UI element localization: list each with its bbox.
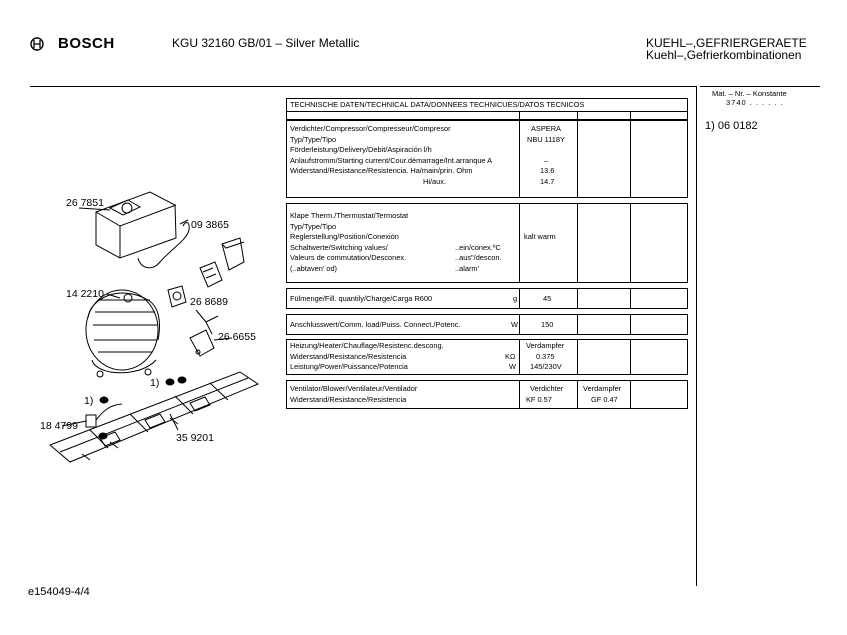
model-title: KGU 32160 GB/01 – Silver Metallic: [172, 36, 360, 50]
compressor-value: –: [544, 155, 549, 165]
document-code: e154049-4/4: [28, 586, 90, 598]
thermostat-suffix: ..alarm': [455, 263, 479, 273]
thermostat-position-value: kalt warm: [524, 232, 556, 241]
thermostat-suffix: ..aus"/descon.: [455, 253, 502, 262]
part-number: 26 7851: [66, 197, 104, 209]
bracket: [222, 238, 244, 270]
part-number: 14 2210: [66, 288, 104, 300]
thermostat-line: Typ/Type/Tipo: [290, 221, 337, 231]
compressor-line: Hi/aux.: [423, 176, 447, 186]
mat-nr-code: 3740 . . . . . .: [726, 98, 784, 107]
compressor: [86, 290, 160, 377]
fan-evaporator-value: Verdampfer: [583, 384, 622, 393]
heater-line: Heizung/Heater/Chauflage/Resistenc.descong.: [290, 341, 444, 350]
fan-compressor-value: KF 0.57: [526, 394, 552, 404]
compressor-value: 13.6: [540, 166, 555, 175]
heater-unit: KΩ: [505, 351, 516, 361]
category-line-1: KUEHL–,GEFRIERGERAETE: [646, 36, 807, 50]
fill-value: 45: [543, 294, 552, 303]
compressor-value: NBU 1118Y: [527, 134, 565, 144]
part-number: 09 3865: [191, 219, 229, 231]
compressor-line: Verdichter/Compressor/Compresseur/Compresor: [290, 124, 451, 133]
table-title: TECHNISCHE DATEN/TECHNICAL DATA/DONNEES TECHNICUES/DATOS TECNICOS: [290, 100, 585, 109]
thermostat-line: Klape Therm./Thermostat/Termostat: [290, 211, 409, 220]
heater-unit: W: [509, 362, 516, 371]
heater-line: Widerstand/Resistance/Resistencia: [290, 351, 407, 361]
fan-compressor-value: Verdichter: [530, 384, 564, 393]
thermostat-line: Valeurs de commutation/Desconex.: [290, 253, 407, 262]
footnote-reference: 1) 06 0182: [705, 120, 758, 132]
part-number: 35 9201: [176, 432, 214, 444]
part-number: 26 8689: [190, 296, 228, 308]
power-unit: W: [511, 320, 518, 329]
compressor-value: 14.7: [540, 176, 555, 186]
mat-nr-label: Mat. – Nr. – Konstante: [712, 89, 787, 98]
fan-line: Ventilator/Blower/Ventilateur/Ventilador: [290, 384, 418, 393]
heater-value: 145/230V: [530, 362, 562, 371]
compressor-line: Anlaufstromm/Starting current/Cour.démarrage/Int.arranque A: [290, 155, 493, 165]
part-number: 18 4799: [40, 420, 78, 432]
compressor-value: ASPERA: [531, 124, 561, 133]
thermostat-line: Reglerstellung/Position/Conexión: [290, 232, 399, 241]
thermostat-line: (..abtaven' od): [290, 263, 338, 273]
compressor-line: Typ/Type/Tipo: [290, 134, 337, 144]
power-label: Anschlusswert/Comm. load/Puiss. Connect./Potenc.: [290, 320, 461, 329]
heater-value: Verdampfer: [526, 341, 565, 350]
fill-label: Fülmenge/Fill. quantily/Charge/Carga R600: [290, 294, 433, 303]
category-line-2: Kuehl–,Gefrierkombinationen: [646, 48, 802, 62]
brand-name: BOSCH: [58, 35, 115, 52]
fan-line: Widerstand/Resistance/Resistencia: [290, 394, 407, 404]
thermostat-line: Schaltwerte/Switching values/: [290, 242, 388, 252]
fill-unit: g: [513, 294, 518, 303]
part-number: 26 6655: [218, 331, 256, 343]
fan-evaporator-value: GF 0.47: [591, 394, 618, 404]
part-footnote-marker: 1): [84, 395, 94, 407]
relay: [200, 262, 222, 287]
compressor-line: Förderleistung/Delivery/Debit/Aspiración l/h: [290, 145, 432, 154]
part-footnote-marker: 1): [150, 377, 160, 389]
power-value: 150: [541, 320, 554, 329]
heater-value: 0.375: [536, 351, 555, 361]
compressor-line: Widerstand/Resistance/Resistencia. Ha/main/prin. Ohm: [290, 166, 473, 175]
start-device: [168, 286, 186, 307]
heater-line: Leistung/Power/Puissance/Potencia: [290, 362, 408, 371]
thermostat-suffix: ..ein/conex.ºC: [455, 242, 501, 252]
